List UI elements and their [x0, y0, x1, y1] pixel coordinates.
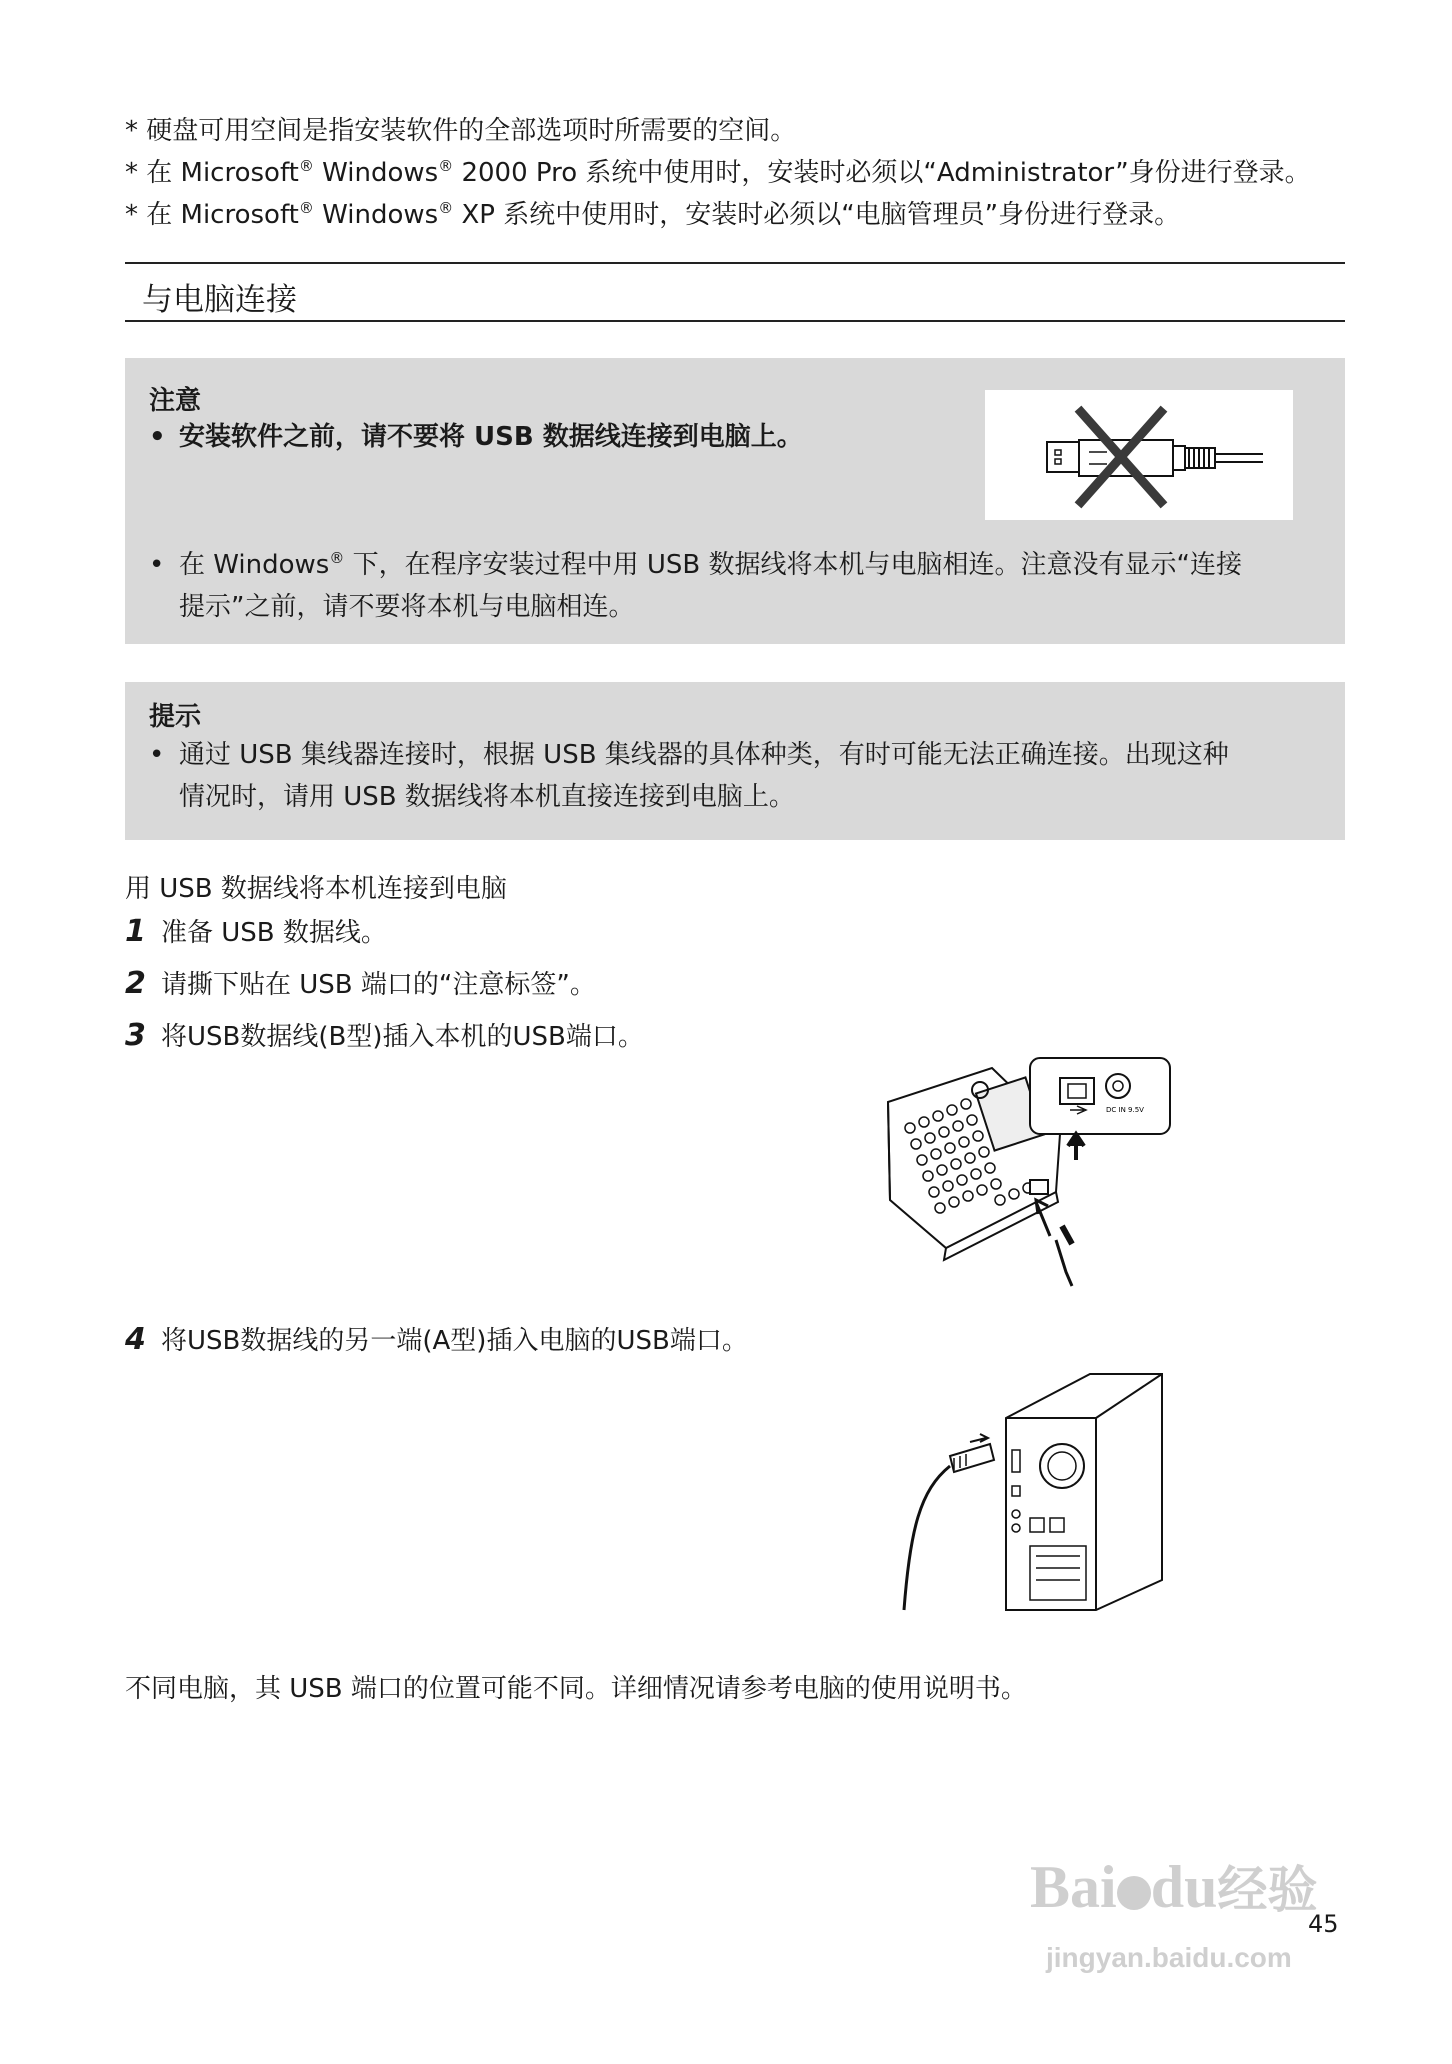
device-usb-b-illustration: [880, 1050, 1180, 1310]
section-rule-bottom: [125, 320, 1345, 322]
note-disk-space: * 硬盘可用空间是指安装软件的全部选项时所需要的空间。: [125, 116, 797, 146]
pc-usb-a-illustration: [890, 1370, 1170, 1634]
tip-box: [125, 682, 1345, 840]
caution-title: 注意: [149, 386, 202, 416]
tip-bullet: • 通过 USB 集线器连接时，根据 USB 集线器的具体种类，有时可能无法正确连接。出现这种 情况时，请用 USB 数据线将本机直接连接到电脑上。: [149, 740, 1229, 812]
caution-bullet-1: • 安装软件之前，请不要将 USB 数据线连接到电脑上。: [149, 422, 803, 452]
device-port-illustration: [880, 1050, 1180, 1310]
caution-bullet-2: • 在 Windows® 下，在程序安装过程中用 USB 数据线将本机与电脑相连。注意没有显示“连接 提示”之前，请不要将本机与电脑相连。: [149, 549, 1242, 622]
section-rule-top: [125, 262, 1345, 264]
paw-icon: [1117, 1876, 1151, 1910]
step-3: 3 将USB数据线(B型)插入本机的USB端口。: [125, 1018, 644, 1053]
usb-do-not-connect-illustration: [985, 390, 1293, 520]
step-2: 2 请撕下贴在 USB 端口的“注意标签”。: [125, 966, 596, 1001]
pc-tower-illustration: [890, 1370, 1170, 1634]
baidu-watermark: Bai du经验: [1030, 1854, 1318, 1920]
note-windows-2000: * 在 Microsoft® Windows® 2000 Pro 系统中使用时，安装时必须以“Administrator”身份进行登录。: [125, 157, 1311, 188]
note-windows-xp: * 在 Microsoft® Windows® XP 系统中使用时，安装时必须以“电脑管理员”身份进行登录。: [125, 199, 1181, 230]
caution-box: [125, 358, 1345, 644]
dc-in-label: DC IN 9.5V: [1106, 1106, 1144, 1114]
footer-note: 不同电脑，其 USB 端口的位置可能不同。详细情况请参考电脑的使用说明书。: [125, 1674, 1027, 1704]
page-number: 45: [1308, 1910, 1339, 1938]
step-4: 4 将USB数据线的另一端(A型)插入电脑的USB端口。: [125, 1322, 748, 1357]
section-title: 与电脑连接: [142, 282, 297, 318]
step-1: 1 准备 USB 数据线。: [125, 914, 387, 949]
intro-text: 用 USB 数据线将本机连接到电脑: [125, 874, 507, 904]
tip-title: 提示: [149, 702, 202, 732]
watermark-url: jingyan.baidu.com: [1046, 1942, 1292, 1973]
usb-plug-crossed-icon: [985, 390, 1293, 520]
